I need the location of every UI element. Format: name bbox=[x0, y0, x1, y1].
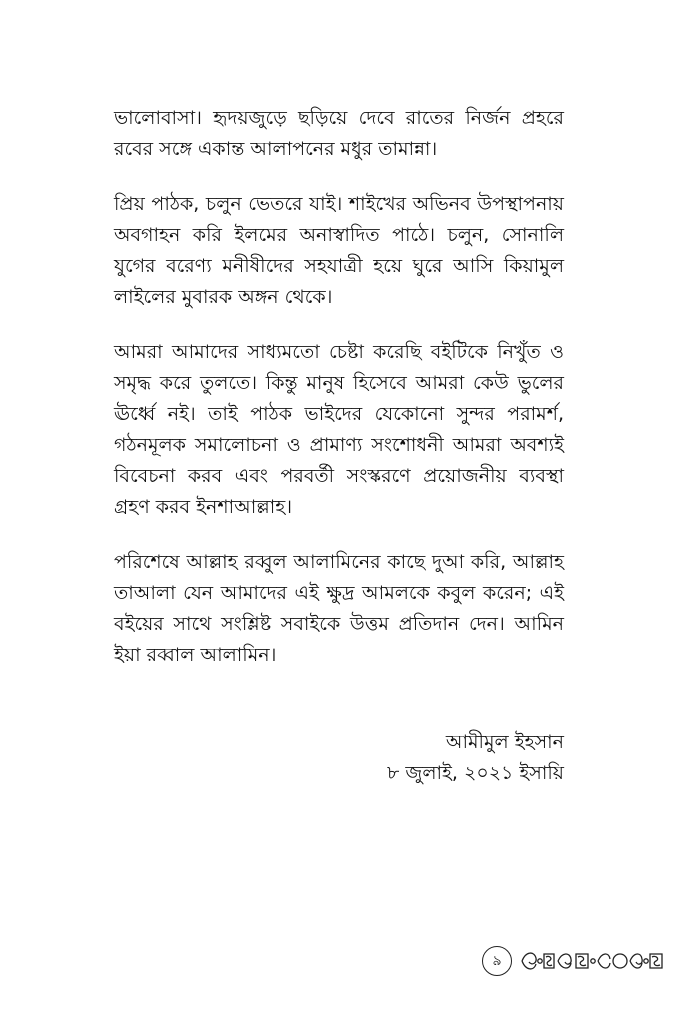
paragraph-3: আমরা আমাদের সাধ্যমতো চেষ্টা করেছি বইটিকে নিখুঁত ও সমৃদ্ধ করে তুলতে। কিন্তু মানুষ হিসেবে আমরা কেউ ভুলের ঊর্ধ্বে নই। তাই পাঠক ভাইদের যেকোনো সুন্দর পরামর্শ, গঠনমূলক সমালোচনা ও প্রামাণ্য সংশোধনী আমরা অবশ্যই বিবেচনা করব এবং পরবর্তী সংস্করণে প্রয়োজনীয় ব্যবস্থা গ্রহণ করব ইনশাআল্লাহ। bbox=[114, 341, 564, 518]
page-number-circle bbox=[482, 946, 512, 976]
body-text bbox=[114, 103, 564, 695]
floral-ornament-icon bbox=[520, 946, 666, 976]
paragraph-1: ভালোবাসা। হৃদয়জুড়ে ছড়িয়ে দেবে রাতের নির্জন প্রহরে রবের সঙ্গে একান্ত আলাপনের মধুর তামান্না। bbox=[114, 107, 564, 160]
paragraph-2: প্রিয় পাঠক, চলুন ভেতরে যাই। শাইখের অভিনব উপস্থাপনায় অবগাহন করি ইলমের অনাস্বাদিত পাঠে। চলুন, সোনালি যুগের বরেণ্য মনীষীদের সহযাত্রী হয়ে ঘুরে আসি কিয়ামুল লাইলের মুবারক অঙ্গন থেকে। bbox=[114, 193, 564, 308]
signature-block bbox=[387, 727, 564, 789]
page-number: ৯ bbox=[492, 953, 502, 969]
author-name: আমীমুল ইহসান bbox=[445, 731, 564, 753]
paragraph-4: পরিশেষে আল্লাহ রব্বুল আলামিনের কাছে দুআ করি, আল্লাহ তাআলা যেন আমাদের এই ক্ষুদ্র আমলকে কবুল করেন; এই বইয়ের সাথে সংশ্লিষ্ট সবাইকে উত্তম প্রতিদান দেন। আমিন ইয়া রব্বাল আলামিন। bbox=[114, 551, 564, 666]
page-footer bbox=[478, 942, 668, 982]
signature-date: ৮ জুলাই, ২০২১ ইসায়ি bbox=[387, 762, 564, 784]
